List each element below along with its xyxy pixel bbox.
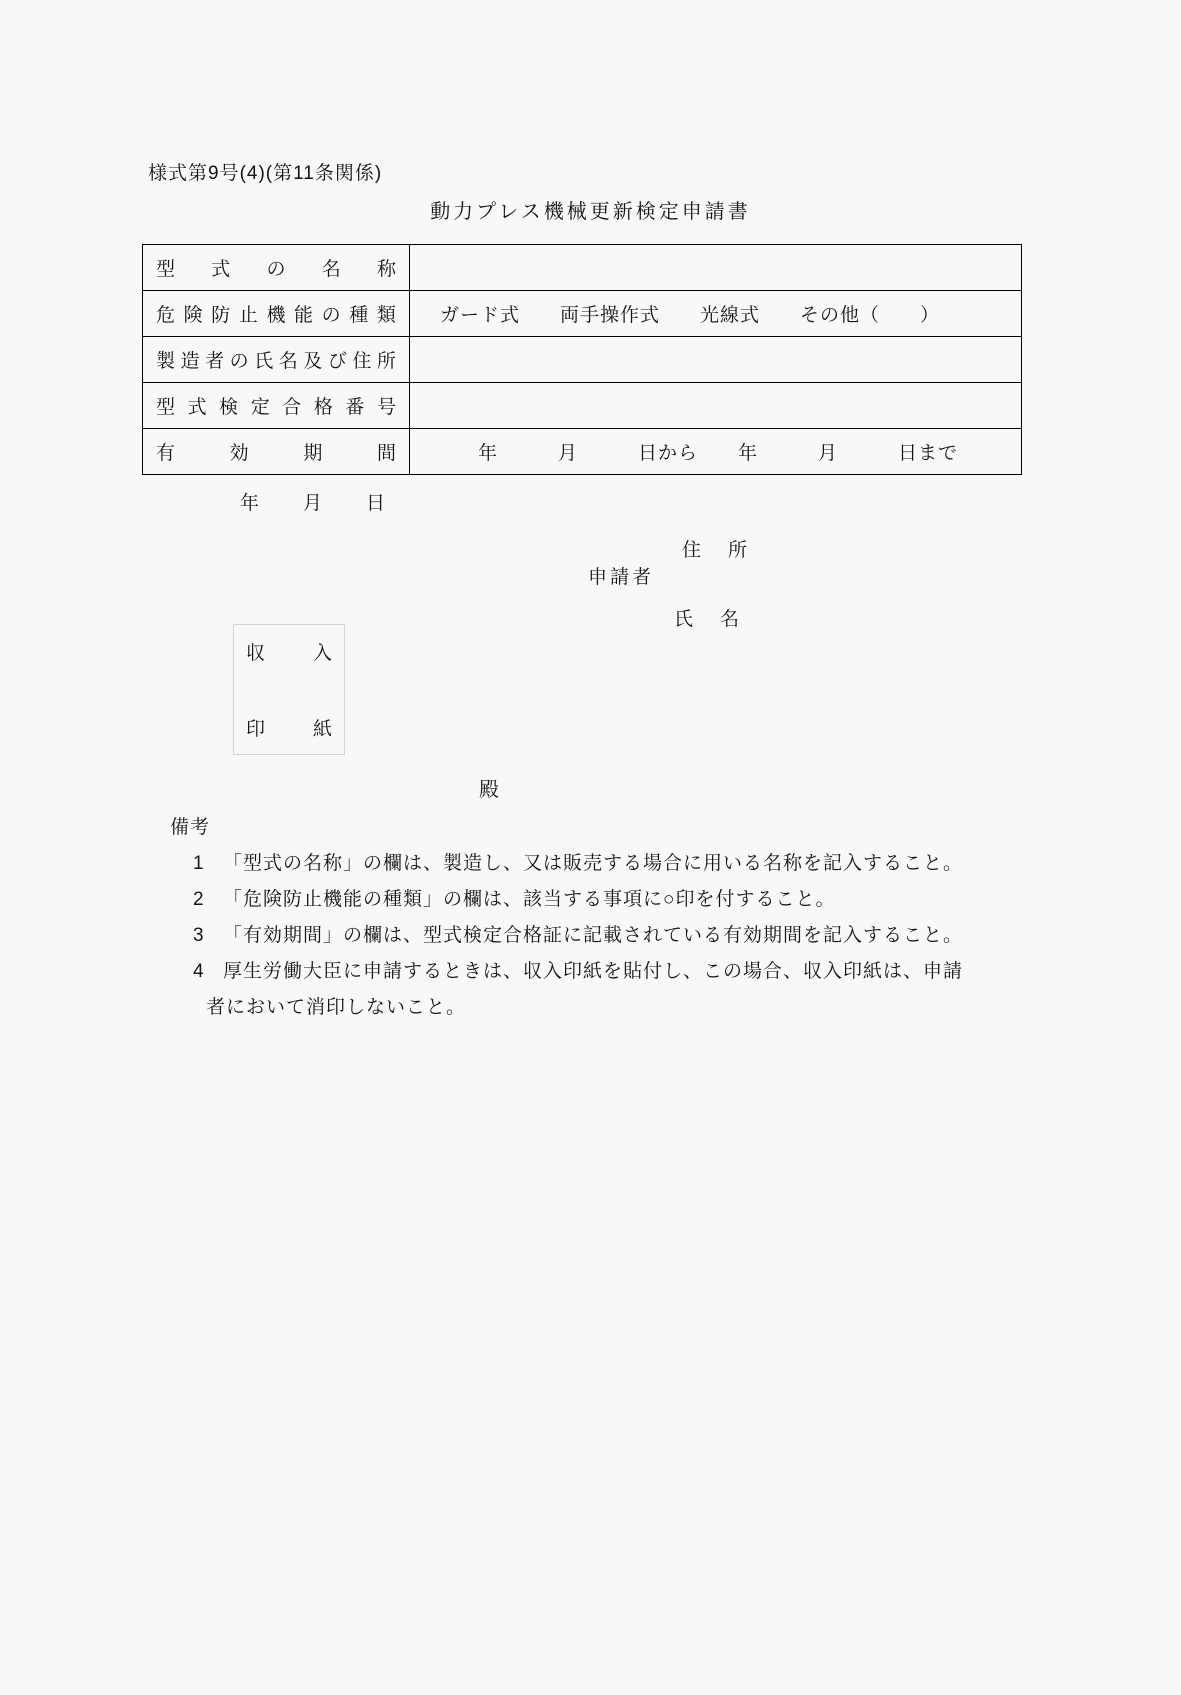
remark-number: 2 — [193, 889, 204, 910]
name-label: 氏 名 — [674, 609, 744, 630]
remark-text: 厚生労働大臣に申請するときは、収入印紙を貼付し、この場合、収入印紙は、申請者において消印しないこと。 — [206, 961, 964, 1018]
address-label: 住 所 — [682, 540, 752, 561]
revenue-stamp-line1: 収 入 — [246, 643, 332, 664]
remark-item — [163, 846, 971, 882]
remark-number: 4 — [193, 961, 204, 982]
row-value-model-name — [410, 245, 1022, 291]
table-row — [143, 429, 1022, 475]
row-label-validity-period: 有 効 期 間 — [143, 429, 410, 475]
addressee-dono: 殿 — [479, 779, 499, 801]
remark-item — [163, 954, 971, 1026]
row-label-certification-number: 型 式 検 定 合 格 番 号 — [143, 383, 410, 429]
row-label-model-name: 型 式 の 名 称 — [143, 245, 410, 291]
table-row — [143, 291, 1022, 337]
row-label-safety-function-type: 危 険 防 止 機 能 の 種 類 — [143, 291, 410, 337]
remark-text: 「危険防止機能の種類」の欄は、該当する事項に○印を付すること。 — [223, 889, 836, 910]
row-label-manufacturer: 製 造 者 の 氏 名 及 び 住 所 — [143, 337, 410, 383]
row-value-safety-function-type: ガード式 両手操作式 光線式 その他（ ） — [410, 291, 1022, 337]
applicant-label: 申請者 — [588, 567, 655, 588]
table-row — [143, 337, 1022, 383]
remarks-heading: 備考 — [170, 817, 211, 838]
remark-number: 1 — [193, 853, 204, 874]
remark-number: 3 — [193, 925, 204, 946]
remark-item — [163, 882, 971, 918]
spec-table — [142, 244, 1022, 475]
form-number: 様式第9号(4)(第11条関係) — [148, 163, 383, 184]
table-row — [143, 383, 1022, 429]
revenue-stamp-line2: 印 紙 — [246, 719, 332, 740]
row-value-manufacturer — [410, 337, 1022, 383]
page-title: 動力プレス機械更新検定申請書 — [430, 201, 751, 223]
row-value-validity-period: 年 月 日から 年 月 日まで — [410, 429, 1022, 475]
remarks-section — [163, 810, 971, 1026]
revenue-stamp-box — [233, 624, 345, 755]
row-value-certification-number — [410, 383, 1022, 429]
remark-text: 「有効期間」の欄は、型式検定合格証に記載されている有効期間を記入すること。 — [223, 925, 964, 946]
remark-text: 「型式の名称」の欄は、製造し、又は販売する場合に用いる名称を記入すること。 — [223, 853, 964, 874]
table-row — [143, 245, 1022, 291]
remark-item — [163, 918, 971, 954]
application-date-line: 年 月 日 — [240, 493, 388, 514]
